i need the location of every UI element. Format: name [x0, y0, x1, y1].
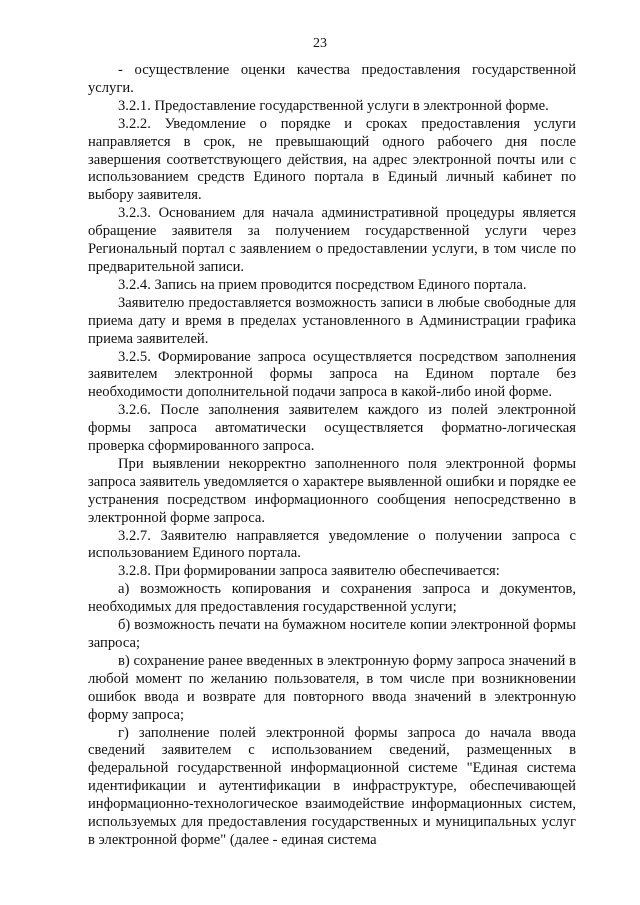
- list-item-b: б) возможность печати на бумажном носителе копии электронной формы запроса;: [88, 617, 576, 651]
- paragraph-quality-assessment: - осуществление оценки качества предоставления государственной услуги.: [88, 62, 576, 96]
- paragraph-3-2-8: 3.2.8. При формировании запроса заявителю обеспечивается:: [118, 563, 500, 580]
- paragraph-error-notification: При выявлении некорректно заполненного поля электронной формы запроса заявитель уведомляется о характере выявленной ошибки и порядке ее устранения посредством информационного сообщения непосредственно в электронной форме запроса.: [88, 455, 576, 526]
- list-item-v: в) сохранение ранее введенных в электронную форму запроса значений в любой момент по желанию пользователя, в том числе при возникновении ошибок ввода и возврате для повторного ввода значений в электронную форму запроса;: [88, 652, 576, 723]
- paragraph-appointment-schedule: Заявителю предоставляется возможность записи в любые свободные для приема дату и время в пределах установленного в Администрации графика приема заявителей.: [88, 294, 576, 347]
- paragraph-3-2-2: 3.2.2. Уведомление о порядке и сроках предоставления услуги направляется в срок, не превышающий одного рабочего дня после завершения соответствующего действия, на адрес электронной почты или с использованием средств Единого портала в Единый личный кабинет по выбору заявителя.: [88, 115, 576, 204]
- paragraph-3-2-1: 3.2.1. Предоставление государственной услуги в электронной форме.: [118, 97, 549, 114]
- page-number: 23: [313, 36, 327, 51]
- list-item-g: г) заполнение полей электронной формы запроса до начала ввода сведений заявителем с использованием сведений, размещенных в федеральной государственной информационной системе "Единая система идентификации и аутентификации в инфраструктуре, обеспечивающей информационно-технологическое взаимодействие информационных систем, используемых для предоставления государственных и муниципальных услуг в электронной форме" (далее - единая система: [88, 724, 576, 848]
- body-text: [88, 62, 576, 850]
- paragraph-3-2-4: 3.2.4. Запись на прием проводится посредством Единого портала.: [118, 276, 527, 293]
- paragraph-3-2-3: 3.2.3. Основанием для начала административной процедуры является обращение заявителя за получением государственной услуги через Региональный портал с заявлением о предоставлении услуги, в том числе по предварительной записи.: [88, 205, 576, 275]
- paragraph-3-2-6: 3.2.6. После заполнения заявителем каждого из полей электронной формы запроса автоматически осуществляется форматно-логическая проверка сформированного запроса.: [88, 402, 576, 455]
- paragraph-3-2-5: 3.2.5. Формирование запроса осуществляется посредством заполнения заявителем электронной формы запроса на Едином портале без необходимости дополнительной подачи запроса в какой-либо иной форме.: [88, 348, 576, 401]
- paragraph-3-2-7: 3.2.7. Заявителю направляется уведомление о получении запроса с использованием Единого портала.: [88, 527, 576, 562]
- list-item-a: а) возможность копирования и сохранения запроса и документов, необходимых для предоставления государственной услуги;: [88, 581, 576, 616]
